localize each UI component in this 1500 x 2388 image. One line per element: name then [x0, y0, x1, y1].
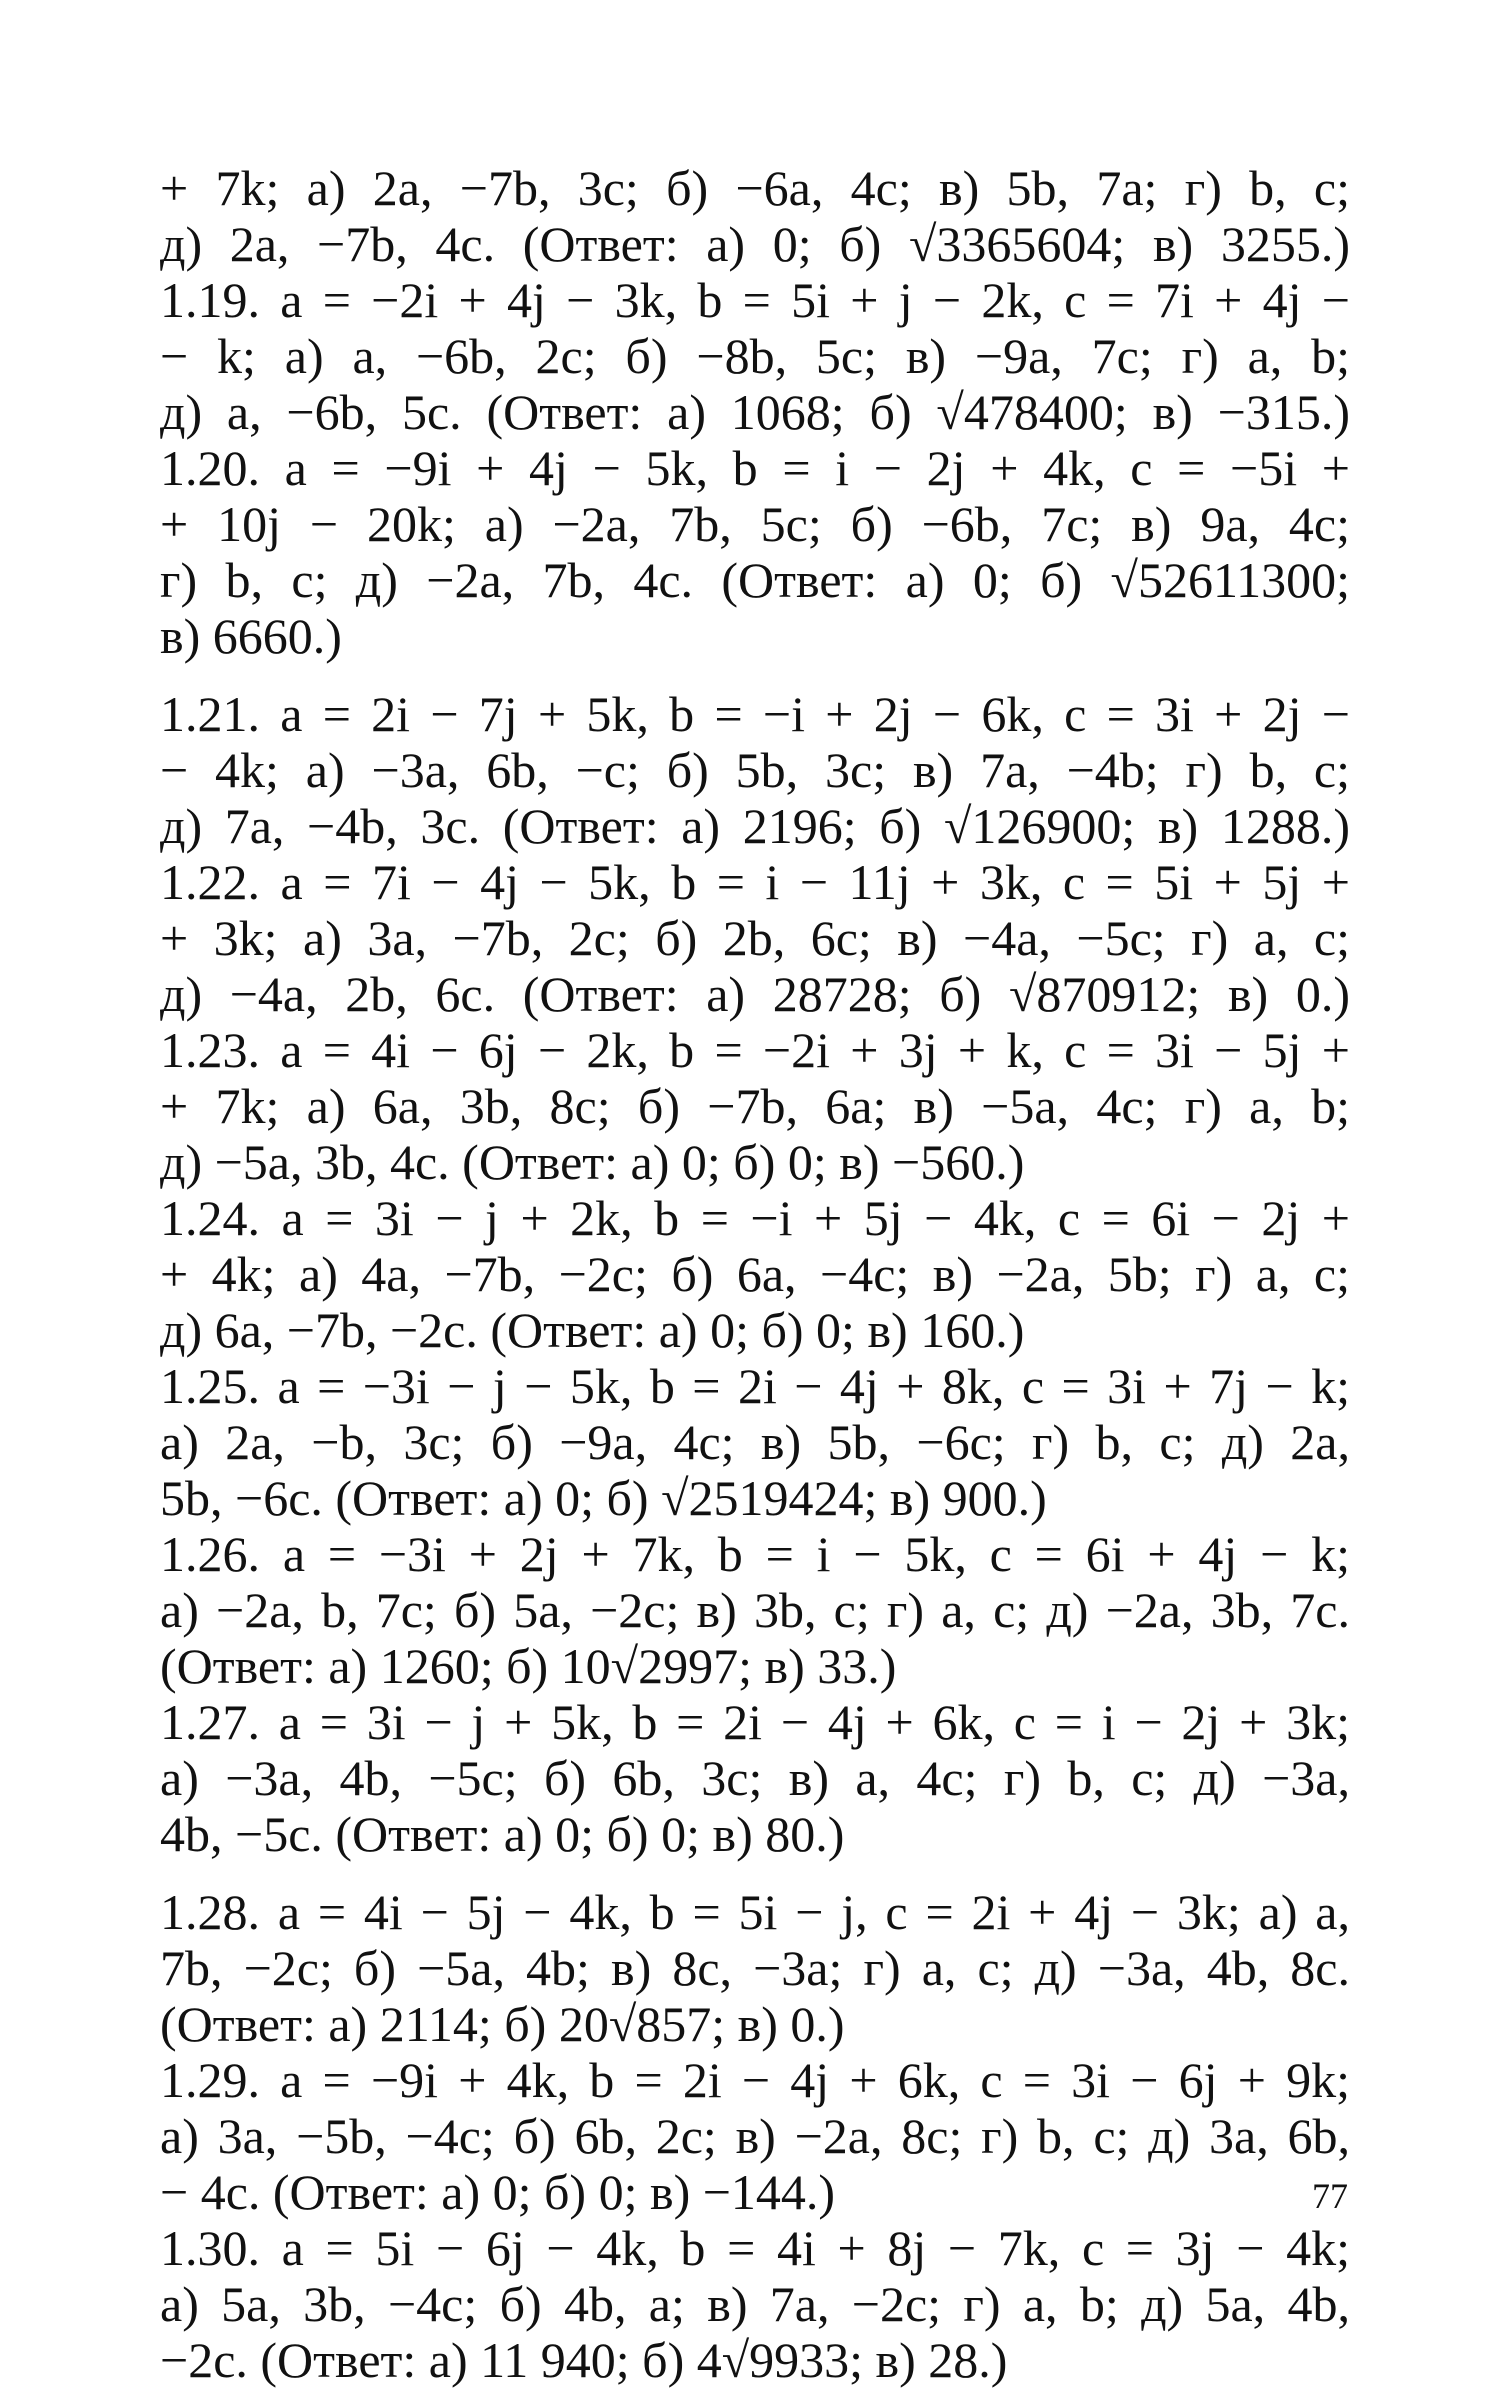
text-line: а) 5a, 3b, −4c; б) 4b, a; в) 7a, −2c; г) a, b; д) 5a, 4b,	[160, 2276, 1350, 2332]
text-line: 1.22. a = 7i − 4j − 5k, b = i − 11j + 3k, c = 5i + 5j +	[160, 854, 1350, 910]
text-line: д) 6a, −7b, −2c. (Ответ: а) 0; б) 0; в) 160.)	[160, 1302, 1025, 1358]
text-line: − 4c. (Ответ: а) 0; б) 0; в) −144.)	[160, 2164, 836, 2220]
text-line: д) a, −6b, 5c. (Ответ: а) 1068; б) √478400; в) −315.)	[160, 384, 1350, 440]
text-line: 4b, −5c. (Ответ: а) 0; б) 0; в) 80.)	[160, 1806, 845, 1862]
text-line: 1.21. a = 2i − 7j + 5k, b = −i + 2j − 6k, c = 3i + 2j −	[160, 686, 1350, 742]
text-line: 1.20. a = −9i + 4j − 5k, b = i − 2j + 4k, c = −5i +	[160, 440, 1350, 496]
text-line: 1.30. a = 5i − 6j − 4k, b = 4i + 8j − 7k, c = 3j − 4k;	[160, 2220, 1350, 2276]
text-line: 1.27. a = 3i − j + 5k, b = 2i − 4j + 6k, c = i − 2j + 3k;	[160, 1694, 1350, 1750]
text-line: д) 2a, −7b, 4c. (Ответ: а) 0; б) √3365604; в) 3255.)	[160, 216, 1350, 272]
text-line: д) 7a, −4b, 3c. (Ответ: а) 2196; б) √126900; в) 1288.)	[160, 798, 1350, 854]
text-line: −2c. (Ответ: а) 11 940; б) 4√9933; в) 28.)	[160, 2332, 1008, 2388]
text-line: 5b, −6c. (Ответ: а) 0; б) √2519424; в) 900.)	[160, 1470, 1047, 1526]
text-line: + 4k; а) 4a, −7b, −2c; б) 6a, −4c; в) −2a, 5b; г) a, c;	[160, 1246, 1350, 1302]
text-line: − k; а) a, −6b, 2c; б) −8b, 5c; в) −9a, 7c; г) a, b;	[160, 328, 1350, 384]
text-line: + 10j − 20k; а) −2a, 7b, 5c; б) −6b, 7c; в) 9a, 4c;	[160, 496, 1350, 552]
text-line: д) −5a, 3b, 4c. (Ответ: а) 0; б) 0; в) −560.)	[160, 1134, 1025, 1190]
page-number: 77	[1312, 2176, 1348, 2216]
text-line: а) −3a, 4b, −5c; б) 6b, 3c; в) a, 4c; г) b, c; д) −3a,	[160, 1750, 1350, 1806]
text-line: (Ответ: а) 2114; б) 20√857; в) 0.)	[160, 1996, 845, 2052]
text-line: 1.28. a = 4i − 5j − 4k, b = 5i − j, c = 2i + 4j − 3k; а) a,	[160, 1884, 1350, 1940]
text-line: 1.19. a = −2i + 4j − 3k, b = 5i + j − 2k, c = 7i + 4j −	[160, 272, 1350, 328]
text-line: д) −4a, 2b, 6c. (Ответ: а) 28728; б) √870912; в) 0.)	[160, 966, 1350, 1022]
text-line: + 3k; а) 3a, −7b, 2c; б) 2b, 6c; в) −4a, −5c; г) a, c;	[160, 910, 1350, 966]
text-line: − 4k; а) −3a, 6b, −c; б) 5b, 3c; в) 7a, −4b; г) b, c;	[160, 742, 1350, 798]
text-line: а) 3a, −5b, −4c; б) 6b, 2c; в) −2a, 8c; г) b, c; д) 3a, 6b,	[160, 2108, 1350, 2164]
text-line: + 7k; а) 2a, −7b, 3c; б) −6a, 4c; в) 5b, 7a; г) b, c;	[160, 160, 1350, 216]
text-line: 1.29. a = −9i + 4k, b = 2i − 4j + 6k, c = 3i − 6j + 9k;	[160, 2052, 1350, 2108]
text-line: а) 2a, −b, 3c; б) −9a, 4c; в) 5b, −6c; г) b, c; д) 2a,	[160, 1414, 1350, 1470]
text-line: + 7k; а) 6a, 3b, 8c; б) −7b, 6a; в) −5a, 4c; г) a, b;	[160, 1078, 1350, 1134]
text-line: 1.24. a = 3i − j + 2k, b = −i + 5j − 4k, c = 6i − 2j +	[160, 1190, 1350, 1246]
text-line: 1.25. a = −3i − j − 5k, b = 2i − 4j + 8k, c = 3i + 7j − k;	[160, 1358, 1350, 1414]
text-line: 7b, −2c; б) −5a, 4b; в) 8c, −3a; г) a, c; д) −3a, 4b, 8c.	[160, 1940, 1350, 1996]
text-line: г) b, c; д) −2a, 7b, 4c. (Ответ: а) 0; б) √52611300;	[160, 552, 1350, 608]
text-line: в) 6660.)	[160, 608, 342, 664]
text-line: а) −2a, b, 7c; б) 5a, −2c; в) 3b, c; г) a, c; д) −2a, 3b, 7c.	[160, 1582, 1350, 1638]
exercise-text	[160, 160, 1350, 2388]
text-line: (Ответ: а) 1260; б) 10√2997; в) 33.)	[160, 1638, 897, 1694]
text-line: 1.26. a = −3i + 2j + 7k, b = i − 5k, c = 6i + 4j − k;	[160, 1526, 1350, 1582]
text-line: 1.23. a = 4i − 6j − 2k, b = −2i + 3j + k, c = 3i − 5j +	[160, 1022, 1350, 1078]
